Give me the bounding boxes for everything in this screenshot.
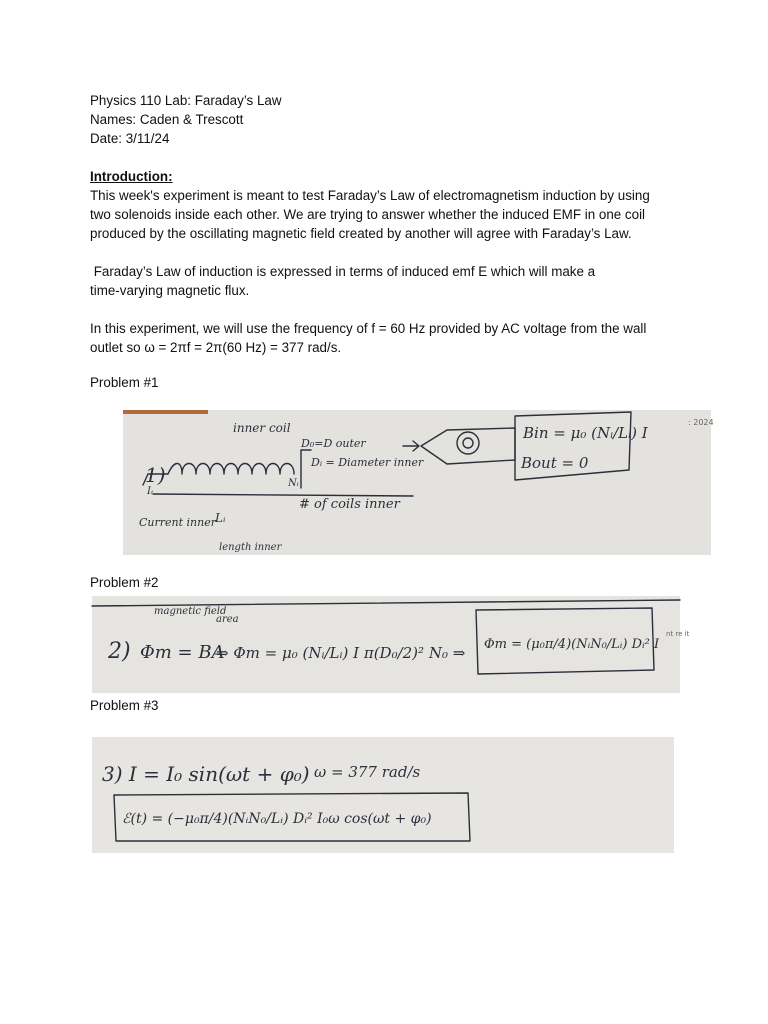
bout-equation: Bout = 0 — [521, 454, 589, 472]
p1-number: 1) — [145, 463, 166, 487]
current-note: Current inner — [139, 516, 216, 529]
inner-coil-note: inner coil — [233, 421, 291, 435]
current-equation: 3) I = I₀ sin(ωt + φ₀) — [102, 762, 310, 786]
problem-3-photo — [92, 737, 674, 853]
date-line: Date: 3/11/24 — [90, 131, 170, 146]
solenoid-sketch — [168, 464, 294, 475]
problem-3-label: Problem #3 — [90, 698, 159, 713]
photo-edge-text: nt re it — [666, 630, 690, 638]
photo-corner-text: : 2024 — [688, 418, 714, 427]
ii-note: Iᵢ — [147, 486, 153, 497]
wire-sketch — [143, 450, 311, 488]
intro-paragraph-1-line-1: This week's experiment is meant to test Faraday’s Law of electromagnetism induction by using — [90, 188, 650, 203]
intro-paragraph-3-line-2: outlet so ω = 2πf = 2π(60 Hz) = 377 rad/s. — [90, 340, 342, 355]
mag-field-note: magnetic field — [154, 606, 227, 617]
do-note: D₀=D outer — [301, 437, 366, 450]
intro-paragraph-2-line-2: time-varying magnetic flux. — [90, 283, 250, 298]
inner-circle — [463, 438, 473, 448]
flux-result: Φm = (μ₀π/4)(NᵢN₀/Lᵢ) Dᵢ² I — [484, 637, 660, 652]
ni-note: Nᵢ — [288, 478, 299, 489]
course-title: Physics 110 Lab: Faraday’s Law — [90, 93, 282, 108]
intro-paragraph-2-line-1: Faraday’s Law of induction is expressed in terms of induced emf E which will make a — [90, 264, 596, 279]
intro-paragraph-3-line-1: In this experiment, we will use the frequency of f = 60 Hz provided by AC voltage from the wall — [90, 321, 647, 336]
intro-paragraph-1-line-3: produced by the oscillating magnetic field created by another will agree with Faraday’s Law. — [90, 226, 632, 241]
document-body — [90, 91, 680, 357]
length-note: length inner — [219, 542, 282, 553]
li-note: Lᵢ — [215, 511, 226, 525]
problem-1-label: Problem #1 — [90, 375, 159, 390]
intro-paragraph-1-line-2: two solenoids inside each other. We are trying to answer whether the induced EMF in one coil — [90, 207, 646, 222]
area-note: area — [216, 614, 239, 625]
problem-2-photo — [92, 596, 690, 693]
bin-equation: Bin = μ₀ (Nᵢ/Lᵢ) I — [523, 424, 648, 442]
cross-section-circle — [457, 432, 479, 454]
cone-sketch — [421, 428, 515, 464]
p2-number: 2) — [108, 639, 131, 664]
names-line: Names: Caden & Trescott — [90, 112, 244, 127]
di-note: Dᵢ = Diameter inner — [311, 456, 424, 469]
introduction-heading: Introduction: — [90, 169, 173, 184]
omega-value: ω = 377 rad/s — [314, 763, 421, 781]
emf-equation: ℰ(t) = (−μ₀π/4)(NᵢN₀/Lᵢ) Dᵢ² I₀ω cos(ωt + φ₀) — [122, 811, 432, 827]
flux-equation: Φm = BA — [140, 642, 225, 663]
flux-step-2: ⇒ Φm = μ₀ (Nᵢ/Lᵢ) I π(D₀/2)² N₀ ⇒ — [216, 644, 466, 662]
arrow-sketch — [403, 441, 419, 451]
problem-1-photo — [123, 410, 714, 555]
coils-note: # of coils inner — [299, 497, 400, 512]
problem-2-label: Problem #2 — [90, 575, 159, 590]
length-line — [153, 494, 413, 496]
